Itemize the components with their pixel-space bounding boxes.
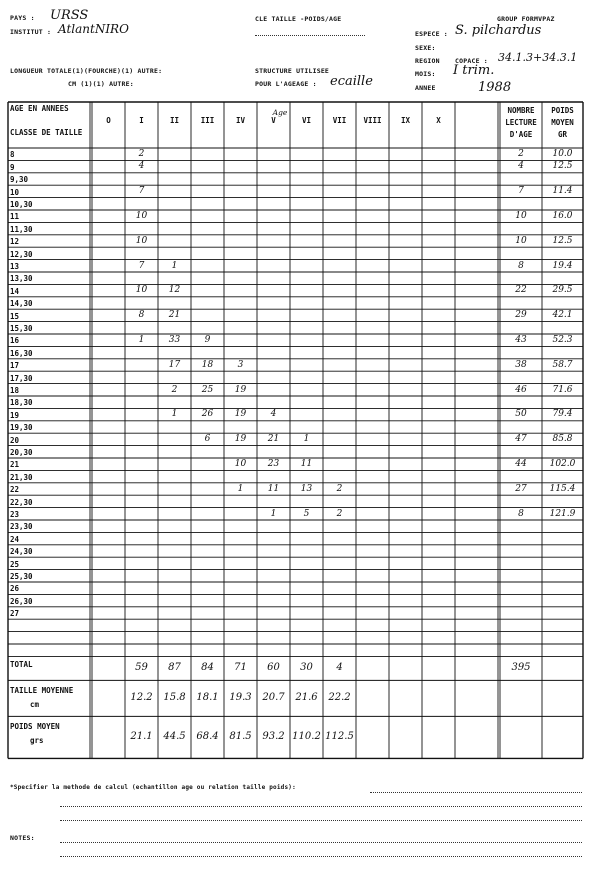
age-col-o: O: [106, 116, 111, 125]
taille-unit: cm: [30, 700, 40, 710]
age-overlay-label: Age: [272, 108, 288, 117]
cell-count: 23: [267, 459, 280, 469]
size-class-label: 22,30: [10, 497, 33, 507]
region-label: REGION: [415, 57, 440, 65]
cell-count: 10: [135, 285, 148, 296]
row-poids: 16.0: [552, 211, 573, 221]
age-en-annees-label: AGE EN ANNEES: [10, 104, 69, 113]
age-col-viii: VIII: [363, 116, 382, 125]
cell-count: 2: [336, 508, 343, 519]
size-class-label: 23: [10, 510, 20, 519]
size-class-label: 20,30: [10, 448, 33, 457]
cell-count: 10: [135, 235, 148, 246]
row-poids: 10.0: [552, 149, 573, 159]
row-poids: 52.3: [552, 335, 573, 345]
form-title: CLE TAILLE -POIDS/AGE: [255, 15, 342, 23]
copace-label: COPACE :: [455, 57, 488, 65]
method-line-1: [370, 792, 582, 793]
size-class-label: 19,30: [10, 423, 33, 433]
total-value: 71: [234, 662, 247, 674]
institut-label: INSTITUT :: [10, 28, 52, 36]
age-col-vi: VI: [301, 116, 312, 125]
group-label: GROUP FORMVPAZ: [497, 15, 555, 23]
cell-count: 10: [135, 211, 148, 221]
taille-value: 19.3: [229, 692, 252, 704]
longueur-label: LONGUEUR TOTALE(1)(FOURCHE)(1) AUTRE:: [10, 67, 163, 75]
row-count: 44: [515, 459, 527, 469]
size-class-label: 12,30: [10, 249, 33, 259]
cell-count: 3: [237, 359, 244, 370]
age-col-vii: VII: [332, 116, 347, 125]
size-class-label: 18: [10, 386, 20, 395]
notes-line-1: [60, 842, 582, 843]
cell-count: 9: [204, 335, 211, 345]
size-class-label: 17: [10, 361, 20, 371]
cell-count: 2: [138, 149, 145, 159]
size-class-label: 21,30: [10, 472, 33, 482]
cell-count: 1: [171, 260, 178, 271]
row-poids: 58.7: [552, 359, 573, 370]
cell-count: 19: [234, 409, 247, 420]
method-line-2: [60, 806, 582, 807]
row-count: 27: [515, 483, 527, 494]
size-class-label: 18,30: [10, 398, 33, 408]
cell-count: 21: [168, 310, 181, 321]
size-class-label: 14,30: [10, 299, 33, 309]
pays-label: PAYS :: [10, 14, 35, 22]
cell-count: 19: [234, 384, 247, 395]
row-count: 8: [518, 508, 524, 519]
poids-value: 44.5: [163, 731, 186, 743]
taille-value: 12.2: [130, 692, 153, 704]
cell-count: 33: [168, 335, 181, 345]
row-count: 29: [515, 310, 527, 321]
row-poids: 115.4: [549, 483, 576, 494]
size-class-label: 11: [10, 212, 20, 222]
cell-count: 1: [171, 409, 178, 420]
total-value: 84: [201, 662, 214, 674]
age-col-x: X: [436, 116, 441, 125]
poids-value: 110.2: [292, 731, 321, 743]
taille-value: 20.7: [262, 692, 285, 704]
poids-head-0: POIDS: [551, 106, 574, 115]
taille-value: 21.6: [295, 692, 318, 704]
total-value: 60: [267, 662, 280, 674]
pays-value: URSS: [50, 8, 89, 23]
poids-value: 81.5: [229, 731, 252, 743]
mois-label: MOIS:: [415, 70, 436, 78]
cell-count: 21: [267, 434, 280, 445]
method-line-3: [60, 820, 582, 821]
annee-label: ANNEE: [415, 84, 436, 92]
row-count: 10: [515, 211, 527, 221]
row-poids: 12.5: [552, 235, 573, 246]
cell-count: 5: [303, 508, 310, 519]
size-class-label: 15: [10, 311, 20, 321]
mois-value: I trim.: [453, 63, 495, 78]
size-class-label: 25,30: [10, 572, 33, 581]
taille-value: 22.2: [328, 692, 351, 704]
row-count: 10: [515, 235, 527, 246]
cell-count: 25: [201, 384, 214, 395]
cell-count: 2: [171, 384, 178, 395]
row-count: 38: [515, 359, 527, 370]
poids-value: 112.5: [325, 731, 354, 743]
institut-value: AtlantNIRO: [58, 22, 129, 36]
poids-head-1: MOYEN: [551, 118, 574, 127]
size-class-label: 14: [10, 286, 20, 296]
cell-count: 1: [237, 483, 244, 494]
cell-count: 12: [168, 285, 181, 296]
cell-count: 2: [336, 483, 343, 494]
poids-unit: grs: [30, 736, 44, 746]
cell-count: 1: [303, 434, 310, 445]
sexe-label: SEXE:: [415, 44, 436, 52]
classe-de-taille-label: CLASSE DE TAILLE: [10, 128, 83, 137]
size-class-label: 16,30: [10, 348, 33, 358]
count-head-0: NOMBRE: [507, 106, 535, 115]
count-head-2: D'AGE: [509, 130, 533, 139]
age-col-v: V: [271, 116, 276, 125]
cell-count: 18: [201, 359, 214, 370]
total-count: 395: [511, 662, 531, 674]
taille-value: 15.8: [163, 692, 186, 704]
total-label: TOTAL: [10, 660, 33, 670]
annee-value: 1988: [478, 80, 512, 95]
size-class-label: 13,30: [10, 274, 33, 284]
row-poids: 71.6: [552, 384, 573, 395]
poids-value: 93.2: [262, 731, 285, 743]
size-class-label: 19: [10, 410, 20, 420]
age-col-iv: IV: [235, 116, 246, 125]
size-class-label: 24: [10, 534, 20, 544]
size-class-label: 15,30: [10, 324, 33, 333]
row-poids: 85.8: [552, 434, 573, 445]
taille-moyenne-label: TAILLE MOYENNE: [10, 686, 74, 696]
size-class-label: 11,30: [10, 224, 33, 234]
agrage-value: ecaille: [330, 74, 373, 89]
size-class-label: 13: [10, 262, 20, 271]
cell-count: 26: [201, 409, 214, 420]
row-poids: 102.0: [549, 459, 576, 469]
poids-head-2: GR: [557, 130, 568, 139]
cell-count: 4: [138, 161, 145, 172]
method-label: *Specifier la methode de calcul (echantillon age ou relation taille poids):: [10, 784, 296, 791]
cell-count: 6: [204, 434, 211, 445]
size-class-label: 26: [10, 584, 20, 594]
size-class-label: 23,30: [10, 522, 33, 532]
size-class-label: 9,30: [10, 175, 29, 185]
total-value: 30: [300, 662, 313, 674]
total-value: 4: [336, 662, 343, 674]
size-class-label: 20: [10, 435, 20, 445]
notes-label: NOTES:: [10, 834, 35, 842]
row-poids: 42.1: [552, 310, 573, 321]
espece-value: S. pilchardus: [455, 23, 542, 38]
size-class-label: 9: [10, 162, 15, 172]
copace-value: 34.1.3+34.3.1: [498, 51, 578, 64]
row-count: 50: [515, 409, 527, 420]
poids-value: 21.1: [130, 731, 153, 743]
age-col-ix: IX: [400, 116, 411, 125]
cell-count: 1: [270, 508, 277, 519]
cell-count: 1: [138, 335, 145, 345]
cell-count: 7: [138, 260, 145, 271]
size-class-label: 17,30: [10, 373, 33, 383]
cell-count: 19: [234, 434, 247, 445]
cell-count: 13: [300, 483, 313, 494]
taille-value: 18.1: [196, 692, 219, 704]
cm-label: CM (1)(1) AUTRE:: [68, 80, 134, 88]
row-count: 43: [515, 335, 527, 345]
row-poids: 79.4: [552, 409, 573, 420]
size-class-label: 26,30: [10, 596, 33, 606]
size-class-label: 27: [10, 609, 20, 619]
row-count: 47: [515, 434, 527, 445]
row-poids: 29.5: [552, 285, 573, 296]
espece-label: ESPECE :: [415, 30, 448, 38]
cell-count: 4: [270, 409, 277, 420]
cell-count: 17: [168, 359, 181, 370]
row-poids: 11.4: [552, 186, 573, 197]
total-value: 59: [135, 662, 148, 674]
size-class-label: 8: [10, 150, 15, 160]
row-count: 7: [518, 186, 524, 197]
notes-line-2: [60, 856, 582, 857]
cell-count: 10: [234, 459, 247, 469]
age-col-iii: III: [200, 116, 215, 125]
row-count: 46: [515, 384, 527, 395]
cell-count: 11: [267, 483, 280, 494]
row-count: 2: [518, 149, 524, 159]
size-class-label: 16: [10, 336, 20, 346]
agrage-label: POUR L'AGEAGE :: [255, 80, 317, 88]
size-class-label: 10: [10, 187, 20, 197]
total-value: 87: [168, 662, 181, 674]
size-class-label: 24,30: [10, 547, 33, 557]
row-poids: 19.4: [552, 260, 573, 271]
size-class-label: 21: [10, 460, 20, 470]
size-class-label: 22: [10, 485, 20, 495]
count-head-1: LECTURE: [505, 118, 537, 127]
row-count: 4: [518, 161, 524, 172]
row-poids: 12.5: [552, 161, 573, 172]
size-class-label: 12: [10, 237, 20, 247]
row-poids: 121.9: [549, 508, 576, 519]
size-class-label: 25: [10, 559, 20, 569]
size-class-label: 10,30: [10, 200, 33, 209]
row-count: 8: [518, 260, 524, 271]
poids-value: 68.4: [196, 731, 219, 743]
age-col-i: I: [139, 116, 144, 125]
poids-moyen-label: POIDS MOYEN: [10, 722, 60, 732]
row-count: 22: [515, 285, 527, 296]
cell-count: 8: [138, 310, 145, 321]
cell-count: 7: [138, 186, 145, 197]
structure-label: STRUCTURE UTILISEE: [255, 67, 330, 75]
cell-count: 11: [300, 459, 313, 469]
age-col-ii: II: [169, 116, 180, 125]
